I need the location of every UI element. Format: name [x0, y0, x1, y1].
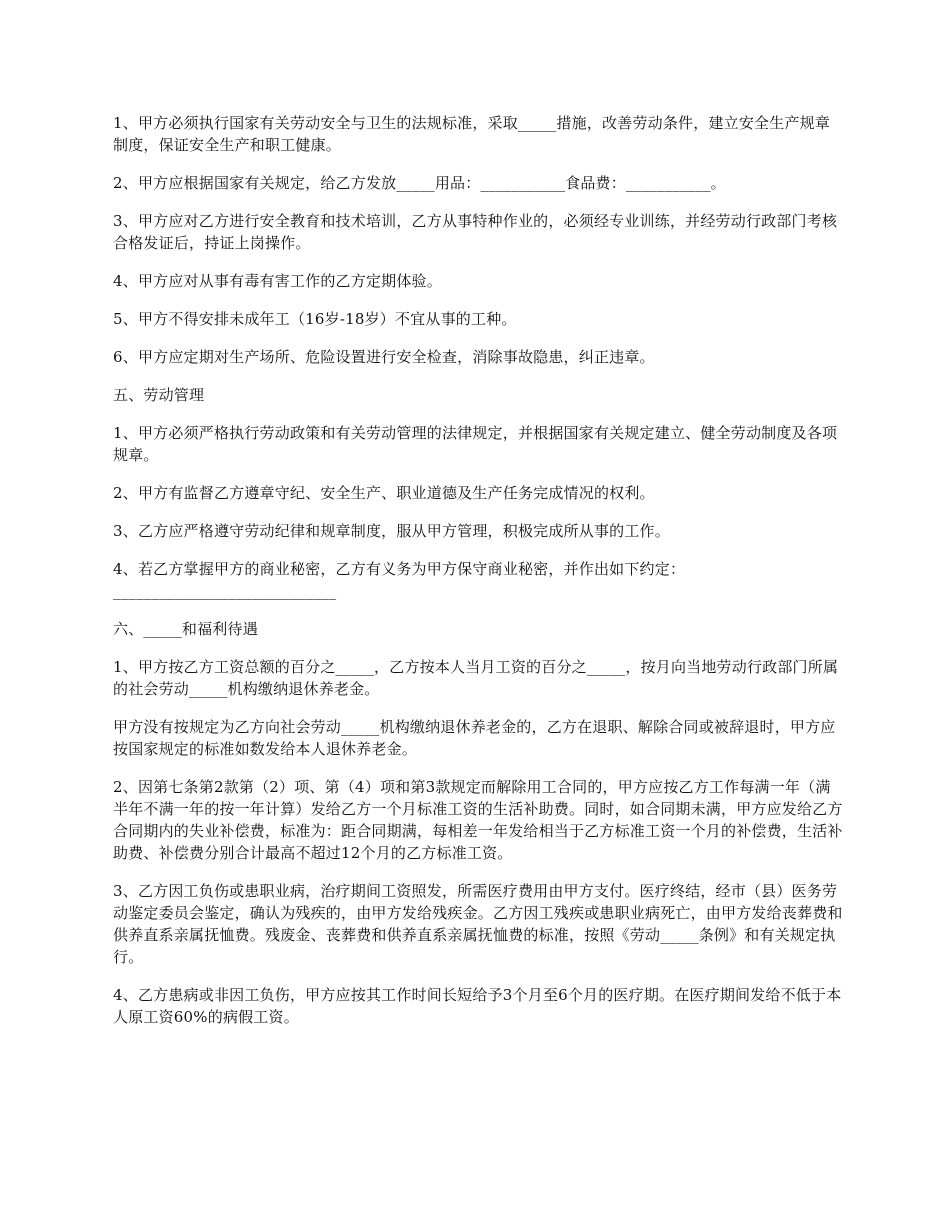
paragraph-welfare-4: 4、乙方患病或非因工负伤，甲方应按其工作时间长短给予3个月至6个月的医疗期。在医疗期间发给不低于本人原工资60%的病假工资。 — [113, 986, 842, 1026]
paragraph-management-4: 4、若乙方掌握甲方的商业秘密，乙方有义务为甲方保守商业秘密，并作出如下约定：_____________________________ — [113, 560, 686, 600]
paragraph-welfare-2: 2、因第七条第2款第（2）项、第（4）项和第3款规定而解除用工合同的，甲方应按乙方工作每满一年（满半年不满一年的按一年计算）发给乙方一个月标准工资的生活补助费。同时，如合同期未满，甲方应发给乙方合同期内的失业补偿费，标准为：距合同期满，每相差一年发给相当于乙方标准工资一个月的补偿费，生活补助费、补偿费分别合计最高不超过12个月的乙方标准工资。 — [113, 778, 843, 862]
paragraph-safety-4: 4、甲方应对从事有毒有害工作的乙方定期体验。 — [113, 272, 442, 290]
paragraph-management-1: 1、甲方必须严格执行劳动政策和有关劳动管理的法律规定，并根据国家有关规定建立、健全劳动制度及各项规章。 — [113, 424, 838, 464]
paragraph-welfare-1: 1、甲方按乙方工资总额的百分之_____，乙方按本人当月工资的百分之_____，按月向当地劳动行政部门所属的社会劳动_____机构缴纳退休养老金。 — [113, 658, 839, 698]
section-heading-welfare: 六、_____和福利待遇 — [113, 620, 258, 638]
document-page — [113, 112, 843, 1044]
paragraph-safety-5: 5、甲方不得安排未成年工（16岁-18岁）不宜从事的工种。 — [113, 310, 517, 328]
paragraph-safety-6: 6、甲方应定期对生产场所、危险设置进行安全检查，消除事故隐患，纠正违章。 — [113, 348, 655, 366]
paragraph-safety-2: 2、甲方应根据国家有关规定，给乙方发放_____用品：___________食品费：___________。 — [113, 174, 726, 192]
paragraph-safety-3: 3、甲方应对乙方进行安全教育和技术培训，乙方从事特种作业的，必须经专业训练，并经劳动行政部门考核合格发证后，持证上岗操作。 — [113, 212, 838, 252]
paragraph-management-2: 2、甲方有监督乙方遵章守纪、安全生产、职业道德及生产任务完成情况的权利。 — [113, 484, 655, 502]
paragraph-welfare-1-note: 甲方没有按规定为乙方向社会劳动_____机构缴纳退休养老金的，乙方在退职、解除合同或被辞退时，甲方应按国家规定的标准如数发给本人退休养老金。 — [113, 718, 836, 758]
paragraph-safety-1: 1、甲方必须执行国家有关劳动安全与卫生的法规标准，采取_____措施，改善劳动条件，建立安全生产规章制度，保证安全生产和职工健康。 — [113, 114, 831, 154]
paragraph-welfare-3: 3、乙方因工负伤或患职业病，治疗期间工资照发，所需医疗费用由甲方支付。医疗终结，经市（县）医务劳动鉴定委员会鉴定，确认为残疾的，由甲方发给残疾金。乙方因工残疾或患职业病死亡，由甲方发给丧葬费和供养直系亲属抚恤费。残废金、丧葬费和供养直系亲属抚恤费的标准，按照《劳动_____条例》和有关规定执行。 — [113, 882, 843, 966]
paragraph-management-3: 3、乙方应严格遵守劳动纪律和规章制度，服从甲方管理，积极完成所从事的工作。 — [113, 522, 670, 540]
section-heading-labor-management: 五、劳动管理 — [113, 386, 205, 404]
